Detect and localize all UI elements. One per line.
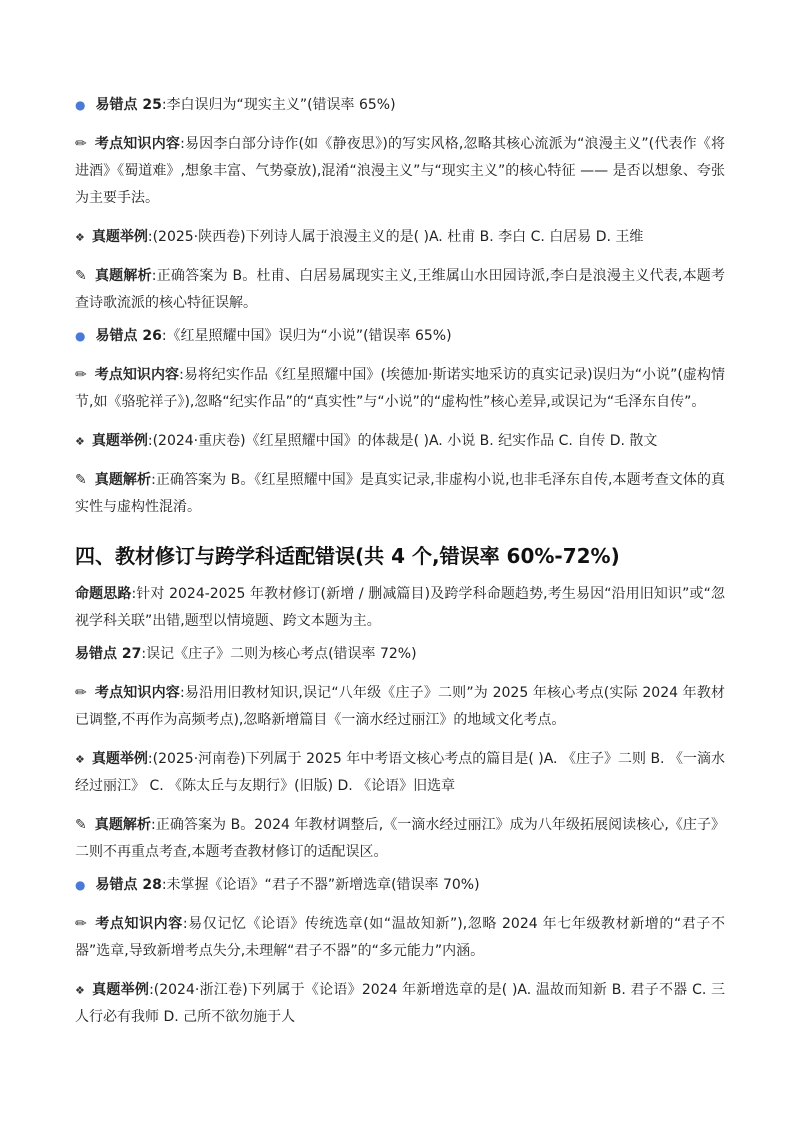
item-26-example: ❖ 真题举例:(2024·重庆卷)《红星照耀中国》的体裁是( )A. 小说 B. 纪实作品 C. 自传 D. 散文 (75, 433, 658, 449)
section-intro: 命题思路:针对 2024-2025 年教材修订(新增 / 删减篇目)及跨学科命题趋势,考生易因“沿用旧知识”或“忽视学科关联”出错,题型以情境题、跨文本题为主。 (75, 586, 725, 629)
bullet-icon: ● (75, 329, 86, 343)
pencil-icon: ✏ (75, 367, 87, 383)
pencil-icon: ✏ (75, 136, 87, 152)
item-27-analysis: ✎ 真题解析:正确答案为 B。2024 年教材调整后,《一滴水经过丽江》成为八年级拓展阅读核心,《庄子》二则不再重点考查,本题考查教材修订的适配误区。 (75, 817, 726, 860)
item-26-title: ● 易错点 26:《红星照耀中国》误归为“小说”(错误率 65%) (75, 328, 452, 344)
item-26-analysis: ✎ 真题解析:正确答案为 B。《红星照耀中国》是真实记录,非虚构小说,也非毛泽东自传,本题考查文体的真实性与虚构性混淆。 (75, 472, 726, 515)
diamond-icon: ❖ (75, 231, 85, 244)
pen-icon: ✎ (75, 472, 87, 488)
item-28-knowledge: ✏ 考点知识内容:易仅记忆《论语》传统选章(如“温故知新”),忽略 2024 年七年级教材新增的“君子不器”选章,导致新增考点失分,未理解“君子不器”的“多元能力”内涵。 (75, 916, 725, 959)
section-heading: 四、教材修订与跨学科适配错误(共 4 个,错误率 60%-72%) (75, 544, 620, 568)
item-25-analysis: ✎ 真题解析:正确答案为 B。杜甫、白居易属现实主义,王维属山水田园诗派,李白是浪漫主义代表,本题考查诗歌流派的核心特征误解。 (75, 268, 726, 311)
item-25-example: ❖ 真题举例:(2025·陕西卷)下列诗人属于浪漫主义的是( )A. 杜甫 B. 李白 C. 白居易 D. 王维 (75, 229, 644, 245)
document-page (75, 92, 725, 1031)
diamond-icon: ❖ (75, 435, 85, 448)
item-25-title: ● 易错点 25:李白误归为“现实主义”(错误率 65%) (75, 97, 396, 113)
item-26-knowledge: ✏ 考点知识内容:易将纪实作品《红星照耀中国》(埃德加·斯诺实地采访的真实记录)误归为“小说”(虚构情节,如《骆驼祥子》),忽略“纪实作品”的“真实性”与“小说”的“虚构性”核心差异,或误记为“毛泽东自传”。 (75, 367, 726, 410)
bullet-icon: ● (75, 878, 86, 892)
item-27-example: ❖ 真题举例:(2025·河南卷)下列属于 2025 年中考语文核心考点的篇目是( )A. 《庄子》二则 B. 《一滴水经过丽江》 C. 《陈太丘与友期行》(旧版) D. 《论语》旧选章 (75, 751, 725, 794)
diamond-icon: ❖ (75, 753, 85, 766)
item-27-title: 易错点 27:误记《庄子》二则为核心考点(错误率 72%) (75, 646, 417, 662)
item-28-example: ❖ 真题举例:(2024·浙江卷)下列属于《论语》2024 年新增选章的是( )A. 温故而知新 B. 君子不器 C. 三人行必有我师 D. 己所不欲勿施于人 (75, 982, 726, 1025)
item-25-knowledge: ✏ 考点知识内容:易因李白部分诗作(如《静夜思》)的写实风格,忽略其核心流派为“浪漫主义”(代表作《将进酒》《蜀道难》,想象丰富、气势豪放),混淆“浪漫主义”与“现实主义”的核心特征 —— 是否以想象、夸张为主要手法。 (75, 136, 725, 206)
diamond-icon: ❖ (75, 984, 86, 997)
item-28-title: ● 易错点 28:未掌握《论语》“君子不器”新增选章(错误率 70%) (75, 877, 480, 893)
pencil-icon: ✏ (75, 685, 87, 701)
pen-icon: ✎ (75, 268, 87, 284)
item-27-knowledge: ✏ 考点知识内容:易沿用旧教材知识,误记“八年级《庄子》二则”为 2025 年核心考点(实际 2024 年教材已调整,不再作为高频考点),忽略新增篇目《一滴水经过丽江》的地域文化考点。 (75, 685, 725, 728)
pen-icon: ✎ (75, 817, 87, 833)
bullet-icon: ● (75, 98, 86, 112)
pencil-icon: ✏ (75, 916, 87, 932)
